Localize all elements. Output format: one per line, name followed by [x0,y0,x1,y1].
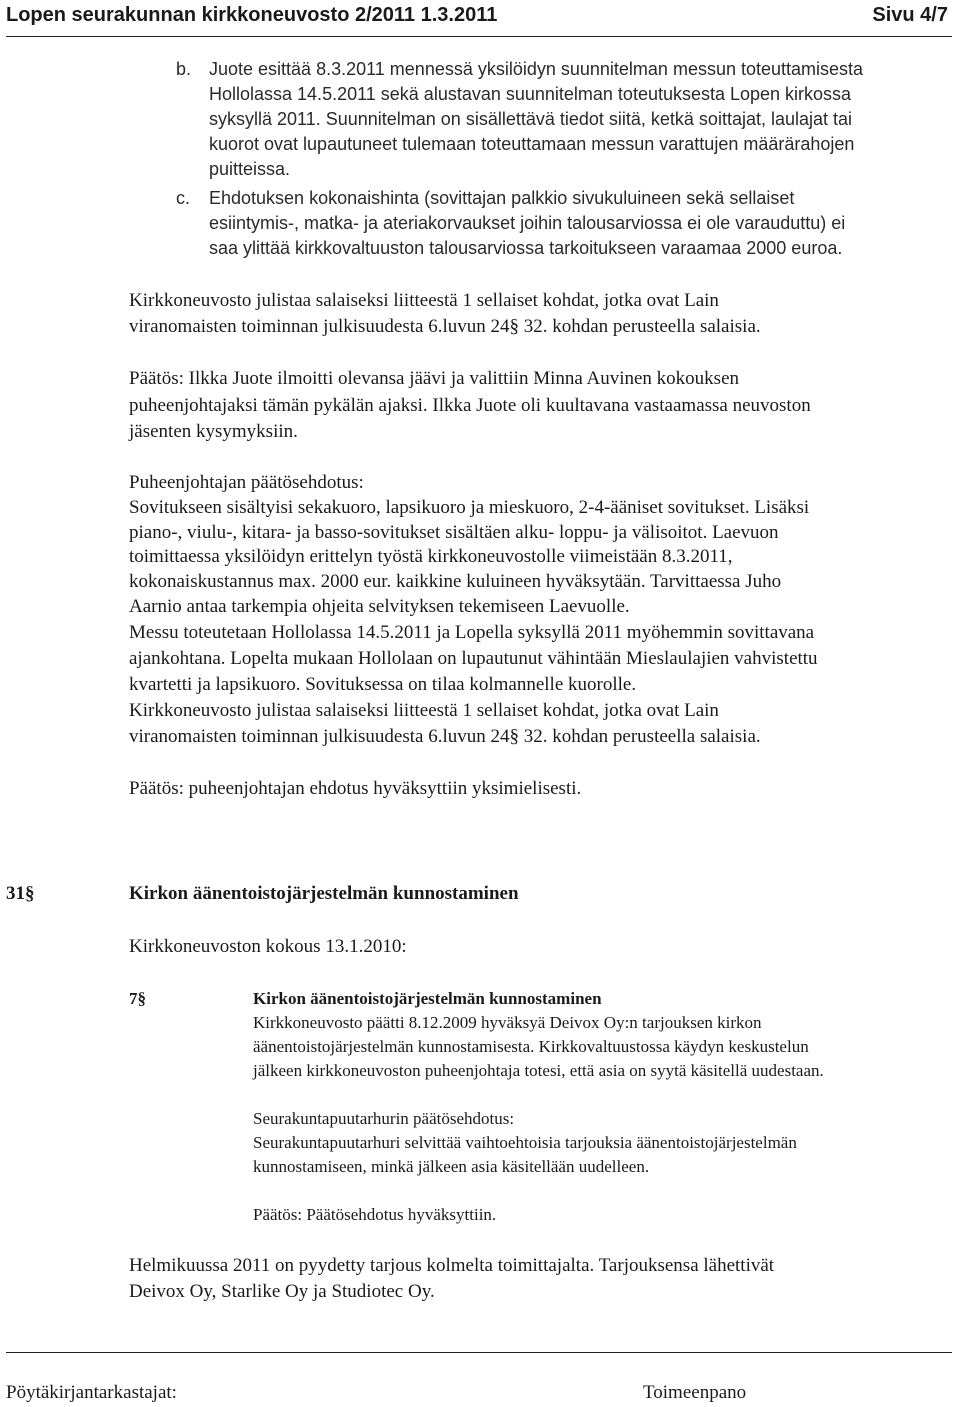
closing-line: Helmikuussa 2011 on pyydetty tarjous kolmelta toimittajalta. Tarjouksensa lähettivät [129,1255,775,1276]
list-b-line: kuorot ovat lupautuneet tulemaan toteuttamaan messun varattujen määrärahojen [209,134,855,154]
proposal-line: kvartetti ja lapsikuoro. Sovituksessa on tilaa kolmannelle kuorolle. [129,674,637,695]
section-line: jälkeen kirkkoneuvoston puheenjohtaja totesi, että asia on syytä käsitellä uudestaan. [253,1061,824,1080]
proposal-line: Seurakuntapuutarhuri selvittää vaihtoehtoisia tarjouksia äänentoistojärjestelmän [253,1133,797,1152]
list-b-line: Juote esittää 8.3.2011 mennessä yksilöidyn suunnitelman messun toteuttamisesta [209,59,864,79]
list-c-line: esiintymis-, matka- ja ateriakorvaukset joihin talousarviossa ei ole varauduttu) ei [209,213,846,233]
proposal-line: viranomaisten toiminnan julkisuudesta 6.luvun 24§ 32. kohdan perusteella salaisia. [129,726,761,747]
document-title: Lopen seurakunnan kirkkoneuvosto 2/2011 1.3.2011 [6,4,498,26]
list-marker-b: b. [176,59,192,79]
list-b-line: puitteissa. [209,159,291,179]
list-c-line: saa ylittää kirkkovaltuuston talousarviossa tarkoitukseen varaamaa 2000 euroa. [209,238,843,258]
closing-line: Deivox Oy, Starlike Oy ja Studiotec Oy. [129,1281,435,1302]
section-title: Kirkon äänentoistojärjestelmän kunnostaminen [253,989,602,1008]
section-number: 7§ [129,989,146,1008]
decision-line: Päätös: Ilkka Juote ilmoitti olevansa jäävi ja valittiin Minna Auvinen kokouksen [129,368,740,389]
proposal-line: Messu toteutetaan Hollolassa 14.5.2011 ja Lopella syksyllä 2011 myöhemmin sovittavana [129,622,815,643]
secrecy-line: Kirkkoneuvosto julistaa salaiseksi liitteestä 1 sellaiset kohdat, jotka ovat Lain [129,290,719,311]
section-line: Kirkkoneuvosto päätti 8.12.2009 hyväksyä Deivox Oy:n tarjouksen kirkon [253,1013,762,1032]
proposal-line: Sovitukseen sisältyisi sekakuoro, lapsikuoro ja mieskuoro, 2-4-ääniset sovitukset. Lisäksi [129,497,810,518]
page-header [6,0,952,37]
decision-line: Päätös: puheenjohtajan ehdotus hyväksyttiin yksimielisesti. [129,778,582,799]
proposal-line: Aarnio antaa tarkempia ohjeita selvityksen tekemiseen Laevuolle. [129,596,630,617]
footer-reviewers-label: Pöytäkirjantarkastajat: [6,1382,177,1403]
footer-divider [6,1352,952,1353]
proposal-heading: Puheenjohtajan päätösehdotus: [129,472,364,493]
secrecy-line: viranomaisten toiminnan julkisuudesta 6.luvun 24§ 32. kohdan perusteella salaisia. [129,316,761,337]
proposal-line: piano-, viulu-, kitara- ja basso-sovitukset sisältäen alku- loppu- ja välisoitot. Laevuon [129,522,779,543]
footer-execution-label: Toimeenpano [643,1382,747,1403]
proposal-line: ajankohtana. Lopelta mukaan Hollolaan on lupautunut vähintään Mieslaulajien vahvistettu [129,648,818,669]
proposal-line: Kirkkoneuvosto julistaa salaiseksi liitteestä 1 sellaiset kohdat, jotka ovat Lain [129,700,719,721]
list-b-line: Hollolassa 14.5.2011 sekä alustavan suunnitelman toteutuksesta Lopen kirkossa [209,84,852,104]
list-c-line: Ehdotuksen kokonaishinta (sovittajan palkkio sivukuluineen sekä sellaiset [209,188,795,208]
proposal-heading: Seurakuntapuutarhurin päätösehdotus: [253,1109,515,1128]
proposal-line: kokonaiskustannus max. 2000 eur. kaikkine kuluineen hyväksytään. Tarvittaessa Juho [129,571,782,592]
section-number: 31§ [6,883,35,904]
proposal-line: toimittaessa yksilöidyn erittelyn työstä kirkkoneuvostolle viimeistään 8.3.2011, [129,546,733,567]
list-marker-c: c. [176,188,191,208]
proposal-line: kunnostamiseen, minkä jälkeen asia käsitellään uudelleen. [253,1157,650,1176]
list-b-line: syksyllä 2011. Suunnitelman on sisällettävä tiedot siitä, ketkä soittajat, laulajat tai [209,109,853,129]
decision-line: puheenjohtajaksi tämän pykälän ajaksi. Ilkka Juote oli kuultavana vastaamassa neuvoston [129,395,811,416]
section-line: äänentoistojärjestelmän kunnostamisesta. Kirkkovaltuustossa käydyn keskustelun [253,1037,809,1056]
page-number: Sivu 4/7 [872,4,948,26]
decision-line: jäsenten kysymyksiin. [129,421,298,442]
section-title: Kirkon äänentoistojärjestelmän kunnostaminen [129,883,519,904]
meeting-label: Kirkkoneuvoston kokous 13.1.2010: [129,936,407,957]
decision-line: Päätös: Päätösehdotus hyväksyttiin. [253,1205,497,1224]
